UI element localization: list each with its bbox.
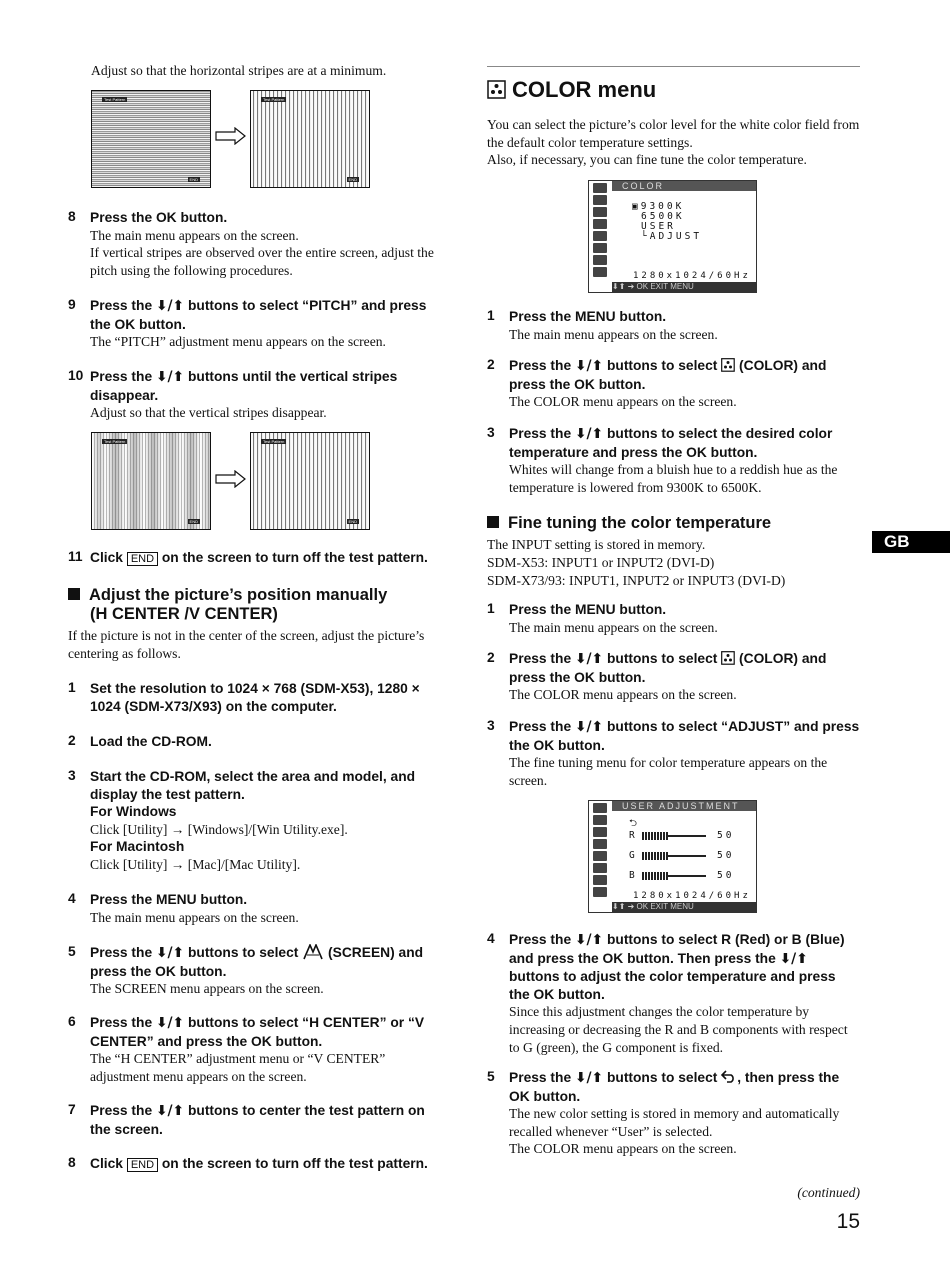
down-up-arrows-icon: ⬇/⬆ [155,1015,185,1031]
step-heading: Press the ⬇/⬆ buttons to select “H CENTER” or “V CENTER” and press the OK button. [90,1015,425,1049]
step-8b: 8 Click END on the screen to turn off the test pattern. [68,1155,448,1173]
fine-step-1: 1 Press the MENU button. The main menu appears on the screen. [487,601,860,636]
arrow-right-icon [215,470,247,488]
step-heading: Set the resolution to 1024 × 768 (SDM-X53), 1280 × 1024 (SDM-X73/X93) on the computer. [90,681,420,714]
divider [487,66,860,67]
step-text: Adjust so that the vertical stripes disappear. [90,405,327,421]
step-9 [68,297,448,351]
step-heading: Press the ⬇/⬆ buttons to select (COLOR) and press the OK button. [509,651,827,685]
return-icon: ⮌ [629,818,641,829]
step-8 [68,209,448,279]
step-number: 9 [68,297,76,312]
osd-footer: ⬇⬆ ➜ OK EXIT MENU [612,902,756,912]
b-level-bar [642,872,706,880]
g-level-bar [642,852,706,860]
color-icon [487,80,506,99]
section-line: The INPUT setting is stored in memory. [487,537,706,552]
section-heading-position: Adjust the picture’s position manually (H CENTER /V CENTER) [68,586,387,624]
step-heading: Press the ⬇/⬆ buttons to select (COLOR) and press the OK button. [509,358,827,392]
down-up-arrows-icon: ⬇/⬆ [574,719,604,735]
end-key: END [127,1158,158,1172]
step-heading: Press the MENU button. [509,309,667,324]
down-up-arrows-icon: ⬇/⬆ [155,1103,185,1119]
end-tag: END [189,519,198,524]
step-heading: Click END on the screen to turn off the test pattern. [90,1156,428,1171]
step-4: 4 Press the MENU button. The main menu appears on the screen. [68,891,448,926]
step-heading: Load the CD-ROM. [90,734,212,749]
step-text: The main menu appears on the screen. [509,326,718,342]
test-pattern-tag: Test Pattern [104,97,126,102]
osd-g-label: G [629,850,638,861]
step-10 [68,368,448,422]
color-step-3: 3 Press the ⬇/⬆ buttons to select the desired color temperature and press the OK button. Whites will change from a bluish hue to a reddish hue as the temperature is lowered from 9300K to 6500K. [487,425,860,496]
step-heading: Press the ⬇/⬆ buttons to center the test pattern on the screen. [90,1103,425,1137]
step-text: The COLOR menu appears on the screen. [509,394,737,410]
bullet-square-icon [68,588,80,600]
wavy-stripes-image [91,432,211,530]
step-text: The SCREEN menu appears on the screen. [90,981,324,997]
osd-option: └ADJUST [641,231,703,242]
r-level-bar [642,832,706,840]
test-pattern-tag: Test Pattern [263,439,285,444]
osd-footer: ⬇⬆ ➜ OK EXIT MENU [612,282,756,292]
end-tag: END [189,177,198,182]
section-heading-fine-tuning: Fine tuning the color temperature [487,514,771,533]
screen-icon [302,944,324,960]
end-tag: END [348,519,357,524]
step-text: The “PITCH” adjustment menu appears on the screen. [90,334,386,350]
osd-r-label: R [629,830,638,841]
color-step-1: 1 Press the MENU button. The main menu appears on the screen. [487,308,860,343]
section-line: SDM-X53: INPUT1 or INPUT2 (DVI-D) [487,555,715,570]
fine-step-2: 2 Press the ⬇/⬆ buttons to select (COLOR) and press the OK button. The COLOR menu appears on the screen. [487,650,860,704]
down-up-arrows-icon: ⬇/⬆ [574,932,604,948]
osd-resolution: 1280x1024/60Hz [633,271,751,281]
end-tag: END [348,177,357,182]
user-adjustment-osd [588,800,757,913]
windows-text: Click [Utility] → [Windows]/[Win Utility.exe]. [90,821,348,837]
step-text: Whites will change from a bluish hue to a reddish hue as the temperature is lowered from 9300K to 6500K. [509,462,838,495]
step-11 [68,549,448,567]
step-heading: Press the ⬇/⬆ buttons to select “ADJUST” and press the OK button. [509,719,860,753]
step-1: 1 Set the resolution to 1024 × 768 (SDM-X53), 1280 × 1024 (SDM-X73/X93) on the computer. [68,680,448,715]
return-arrow-icon [721,1070,737,1083]
bullet-square-icon [487,516,499,528]
down-up-arrows-icon: ⬇/⬆ [574,651,604,667]
color-icon [721,358,735,372]
osd-resolution: 1280x1024/60Hz [633,891,751,901]
step-heading: Press the MENU button. [90,892,248,907]
osd-icon-column [589,801,611,912]
intro-text: Adjust so that the horizontal stripes are at a minimum. [91,63,387,78]
osd-title: USER ADJUSTMENT [612,801,756,811]
step-7: 7 Press the ⬇/⬆ buttons to center the test pattern on the screen. [68,1102,448,1138]
down-up-arrows-icon: ⬇/⬆ [155,298,185,314]
page-number: 15 [836,1210,860,1233]
fine-step-4: 4 Press the ⬇/⬆ buttons to select R (Red) or B (Blue) and press the OK button. Then press the ⬇/⬆ buttons to adjust the color temperature and press the OK button. Since this adjustment changes the color temperature by increasing or decreasing the R and B components with respect to G (green), the G component is fixed. [487,931,860,1056]
step-heading: Start the CD-ROM, select the area and model, and display the test pattern. [90,769,416,802]
macintosh-label: For Macintosh [90,839,185,855]
down-up-arrows-icon: ⬇/⬆ [574,426,604,442]
step-heading: Press the ⬇/⬆ buttons to select (SCREEN) and press the OK button. [90,945,424,979]
step-text: The “H CENTER” adjustment menu or “V CENTER” adjustment menu appears on the screen. [90,1051,386,1084]
fine-stripes-image [250,432,370,530]
step-3: 3 Start the CD-ROM, select the area and model, and display the test pattern. For Windows Click [Utility] → [Windows]/[Win Utility.exe]. For Macintosh Click [Utility] → [Mac]/[Mac Utility]. [68,768,448,874]
macintosh-text: Click [Utility] → [Mac]/[Mac Utility]. [90,856,301,872]
step-6: 6 Press the ⬇/⬆ buttons to select “H CENTER” or “V CENTER” and press the OK button. The “H CENTER” adjustment menu or “V CENTER” adjustment menu appears on the screen. [68,1014,448,1085]
down-up-arrows-icon: ⬇/⬆ [574,1070,604,1086]
osd-g-value: 50 [717,850,735,861]
osd-b-label: B [629,870,638,881]
step-text: The main menu appears on the screen. [90,909,299,925]
step-number: 11 [68,549,83,564]
horizontal-stripes-image [91,90,211,188]
step-heading: Press the ⬇/⬆ buttons to select the desired color temperature and press the OK button. [509,426,833,460]
test-pattern-tag: Test Pattern [104,439,126,444]
step-number: 10 [68,368,84,383]
step-5: 5 Press the ⬇/⬆ buttons to select (SCREEN) and press the OK button. The SCREEN menu appears on the screen. [68,944,448,998]
color-menu-osd [588,180,757,293]
down-up-arrows-icon: ⬇/⬆ [155,945,185,961]
windows-label: For Windows [90,804,177,820]
section-line: SDM-X73/93: INPUT1, INPUT2 or INPUT3 (DVI-D) [487,573,786,588]
test-pattern-tag: Test Pattern [263,97,285,102]
step-heading: Press the OK button. [90,210,228,225]
step-heading: Press the ⬇/⬆ buttons to select , then press the OK button. [509,1070,840,1104]
section-intro: If the picture is not in the center of the screen, adjust the picture’s centering as follows. [68,628,425,661]
fine-step-3: 3 Press the ⬇/⬆ buttons to select “ADJUST” and press the OK button. The fine tuning menu for color temperature appears on the screen. [487,718,860,788]
osd-title: COLOR [612,181,756,191]
step-text: The main menu appears on the screen. If vertical stripes are observed over the entire screen, adjust the pitch using the following procedures. [90,227,434,278]
end-key: END [127,552,158,566]
osd-r-value: 50 [717,830,735,841]
osd-option: USER [641,221,676,232]
step-text: Since this adjustment changes the color temperature by increasing or decreasing the R and B components with respect to G (green), the G component is fixed. [509,1004,848,1055]
step-text: The new color setting is stored in memory and automatically recalled whenever “User” is selected. The COLOR menu appears on the screen. [509,1106,840,1157]
osd-option: 6500K [641,211,685,222]
language-tab-gb: GB [872,531,950,553]
step-2: 2 Load the CD-ROM. [68,733,448,751]
step-heading: Click END on the screen to turn off the test pattern. [90,550,428,565]
fine-step-5: 5 Press the ⬇/⬆ buttons to select , then press the OK button. The new color setting is stored in memory and automatically recalled whenever “User” is selected. The COLOR menu appears on the screen. [487,1069,860,1158]
color-step-2: 2 Press the ⬇/⬆ buttons to select (COLOR) and press the OK button. The COLOR menu appears on the screen. [487,357,860,411]
step-heading: Press the ⬇/⬆ buttons until the vertical stripes disappear. [90,369,398,403]
intro-text: You can select the picture’s color level for the white color field from the default color temperature settings. Also, if necessary, you can fine tune the color temperature. [487,117,860,168]
down-up-arrows-icon: ⬇/⬆ [155,369,185,385]
step-text: The main menu appears on the screen. [509,619,718,635]
arrow-right-icon [215,127,247,145]
osd-b-value: 50 [717,870,735,881]
fine-stripes-image [250,90,370,188]
page-title: COLOR menu [487,77,656,103]
step-heading: Press the ⬇/⬆ buttons to select R (Red) or B (Blue) and press the OK button. Then press the ⬇/⬆ buttons to adjust the color temperature and press the OK button. [509,932,845,1002]
step-heading: Press the MENU button. [509,602,667,617]
down-up-arrows-icon: ⬇/⬆ [574,358,604,374]
down-up-arrows-icon: ⬇/⬆ [779,950,808,967]
step-heading: Press the ⬇/⬆ buttons to select “PITCH” and press the OK button. [90,298,427,332]
step-text: The fine tuning menu for color temperature appears on the screen. [509,755,828,788]
step-number: 8 [68,209,76,224]
osd-option: ▣9300K [632,201,685,212]
step-text: The COLOR menu appears on the screen. [509,687,737,703]
continued-note: (continued) [797,1185,860,1200]
osd-icon-column [589,181,611,292]
color-icon [721,651,735,665]
